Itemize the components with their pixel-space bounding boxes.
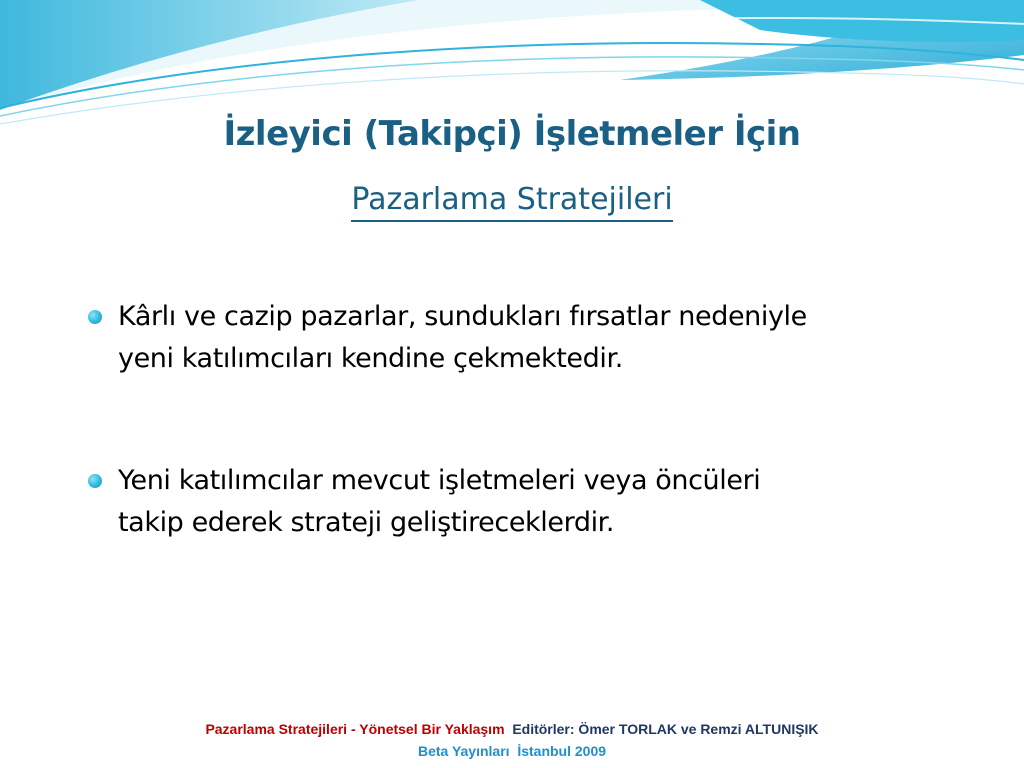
bullet-text-line: Kârlı ve cazip pazarlar, sundukları fırsatlar nedeniyle — [118, 301, 807, 332]
bullet-text-line: takip ederek strateji geliştireceklerdir. — [118, 507, 615, 538]
bullet-item — [88, 296, 968, 380]
footer — [0, 718, 1024, 762]
bullet-item — [88, 460, 968, 544]
slide-subtitle: Pazarlama Stratejileri — [351, 180, 672, 222]
circle-bullet-icon — [88, 474, 102, 488]
footer-line-1 — [0, 718, 1024, 740]
bullet-text-line: yeni katılımcıları kendine çekmektedir. — [118, 343, 623, 374]
footer-line-2 — [0, 740, 1024, 762]
footer-editors: Editörler: Ömer TORLAK ve Remzi ALTUNIŞIK — [512, 721, 819, 737]
bullet-text-line: Yeni katılımcılar mevcut işletmeleri veya öncüleri — [118, 465, 761, 496]
circle-bullet-icon — [88, 310, 102, 324]
title-block — [0, 108, 1024, 222]
footer-book-title: Pazarlama Stratejileri - Yönetsel Bir Yaklaşım — [205, 721, 505, 737]
slide-title: İzleyici (Takipçi) İşletmeler İçin — [223, 114, 801, 154]
footer-publisher: Beta Yayınları İstanbul 2009 — [417, 743, 607, 759]
bullet-list — [88, 296, 968, 544]
